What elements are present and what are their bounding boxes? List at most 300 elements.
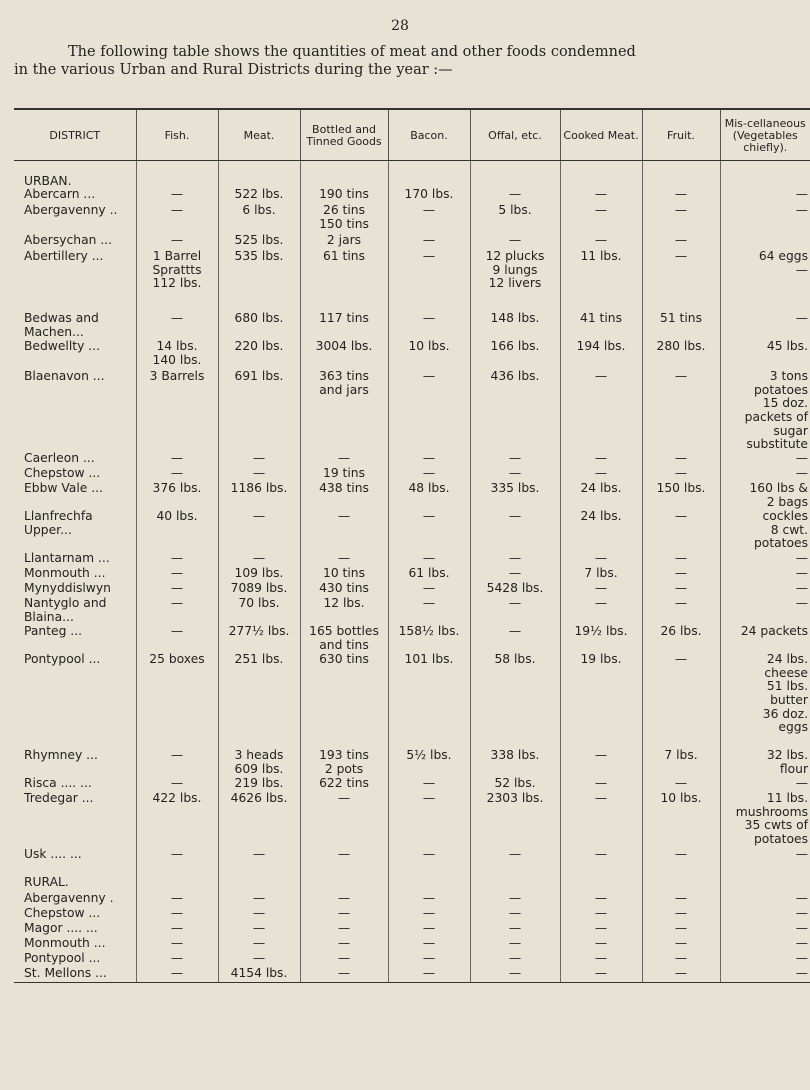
cell-offal: 58 lbs. — [470, 653, 560, 749]
cell-district: Abergavenny .. — [24, 203, 118, 218]
cell-offal: — — [470, 937, 560, 952]
cell-bottled-tinned: — — [300, 967, 388, 983]
cell-bottled-tinned: 10 tins — [300, 567, 388, 582]
cell-bottled-tinned: 117 tins — [300, 312, 388, 340]
table-row — [14, 848, 810, 876]
cell-bacon: — — [388, 250, 470, 312]
cell-cooked-meat: — — [560, 848, 642, 876]
cell-meat: 691 lbs. — [218, 370, 300, 452]
cell-district: Magor .... ... — [24, 921, 98, 936]
cell-cooked-meat: 11 lbs. — [560, 250, 642, 312]
cell-fruit: — — [642, 848, 720, 876]
cell-bottled-tinned: — — [300, 907, 388, 922]
cell-miscellaneous: — — [720, 452, 810, 467]
cell-cooked-meat: — — [560, 234, 642, 250]
cell-district: Mynyddislwyn — [24, 581, 111, 596]
cell-fish: — — [136, 907, 218, 922]
cell-fish: — — [136, 848, 218, 876]
cell-fish: — — [136, 188, 218, 204]
table-row — [14, 625, 810, 653]
cell-cooked-meat: — — [560, 777, 642, 792]
cell-fish: 40 lbs. — [136, 510, 218, 552]
cell-bacon: — — [388, 582, 470, 597]
cell-miscellaneous: 160 lbs & 2 bags — [720, 482, 810, 510]
cell-fish: — — [136, 567, 218, 582]
cell-bottled-tinned: — — [300, 792, 388, 848]
cell-fruit: — — [642, 567, 720, 582]
cell-district: Monmouth ... — [24, 936, 106, 951]
cell-fish: — — [136, 552, 218, 567]
cell-fruit: 280 lbs. — [642, 340, 720, 370]
cell-meat: 6 lbs. — [218, 204, 300, 234]
cell-fruit: — — [642, 510, 720, 552]
cell-offal: 166 lbs. — [470, 340, 560, 370]
table-row — [14, 552, 810, 567]
cell-cooked-meat: — — [560, 922, 642, 937]
cell-bottled-tinned: 190 tins — [300, 188, 388, 204]
cell-cooked-meat: — — [560, 749, 642, 777]
cell-fish: — — [136, 892, 218, 907]
cell-cooked-meat: — — [560, 597, 642, 625]
cell-offal: 335 lbs. — [470, 482, 560, 510]
cell-miscellaneous: — — [720, 597, 810, 625]
cell-fish: — — [136, 312, 218, 340]
cell-miscellaneous — [720, 876, 810, 892]
cell-fruit: — — [642, 937, 720, 952]
cell-miscellaneous: — — [720, 467, 810, 482]
cell-cooked-meat: — — [560, 907, 642, 922]
cell-meat: 70 lbs. — [218, 597, 300, 625]
cell-meat: — — [218, 552, 300, 567]
cell-miscellaneous: 24 lbs. cheese 51 lbs. butter 36 doz. eggs — [720, 653, 810, 749]
table-row — [14, 876, 810, 892]
cell-cooked-meat: 19 lbs. — [560, 653, 642, 749]
intro-line-2: in the various Urban and Rural Districts during the year :— — [14, 62, 453, 78]
cell-meat: 680 lbs. — [218, 312, 300, 340]
cell-district: RURAL. — [24, 875, 69, 890]
cell-district: Nantyglo and Blaina... — [24, 596, 107, 624]
cell-meat: — — [218, 467, 300, 482]
cell-district: Monmouth ... — [24, 566, 106, 581]
cell-bacon: 61 lbs. — [388, 567, 470, 582]
cell-cooked-meat: — — [560, 582, 642, 597]
cell-bacon: — — [388, 937, 470, 952]
table-row — [14, 467, 810, 482]
cell-fruit: — — [642, 907, 720, 922]
cell-miscellaneous: — — [720, 937, 810, 952]
cell-cooked-meat: 19½ lbs. — [560, 625, 642, 653]
header-miscellaneous: Mis-cellaneous (Vegetables chiefly). — [720, 109, 810, 161]
cell-meat — [218, 876, 300, 892]
cell-miscellaneous: — — [720, 848, 810, 876]
cell-bacon: — — [388, 552, 470, 567]
cell-miscellaneous: — — [720, 892, 810, 907]
cell-bacon: — — [388, 967, 470, 983]
table-row — [14, 597, 810, 625]
cell-fruit: — — [642, 188, 720, 204]
cell-meat: 525 lbs. — [218, 234, 300, 250]
cell-fruit: — — [642, 967, 720, 983]
table-row — [14, 234, 810, 250]
table-row — [14, 340, 810, 370]
intro-line-1: The following table shows the quantities of meat and other foods condemned — [68, 44, 636, 60]
cell-bottled-tinned: 630 tins — [300, 653, 388, 749]
table-row — [14, 312, 810, 340]
cell-district: Bedwas and Machen... — [24, 311, 99, 339]
cell-bacon: — — [388, 952, 470, 967]
header-fruit: Fruit. — [642, 109, 720, 161]
cell-bottled-tinned: 430 tins — [300, 582, 388, 597]
cell-district: Llanfrechfa Upper... — [24, 509, 93, 537]
cell-cooked-meat: — — [560, 452, 642, 467]
cell-meat: 535 lbs. — [218, 250, 300, 312]
cell-meat: — — [218, 922, 300, 937]
cell-district: Ebbw Vale ... — [24, 481, 103, 496]
cell-bacon: 5½ lbs. — [388, 749, 470, 777]
cell-miscellaneous — [720, 234, 810, 250]
cell-bottled-tinned: — — [300, 922, 388, 937]
cell-bacon: — — [388, 848, 470, 876]
cell-meat: — — [218, 452, 300, 467]
cell-meat: 277½ lbs. — [218, 625, 300, 653]
cell-fish: — — [136, 234, 218, 250]
cell-meat: 3 heads 609 lbs. — [218, 749, 300, 777]
cell-miscellaneous: — — [720, 967, 810, 983]
cell-offal: 436 lbs. — [470, 370, 560, 452]
cell-district: URBAN. — [24, 173, 72, 188]
cell-offal: — — [470, 188, 560, 204]
table-row — [14, 892, 810, 907]
cell-meat: 1186 lbs. — [218, 482, 300, 510]
cell-bacon: 101 lbs. — [388, 653, 470, 749]
cell-meat: 522 lbs. — [218, 188, 300, 204]
cell-fish: 376 lbs. — [136, 482, 218, 510]
cell-bottled-tinned: 2 jars — [300, 234, 388, 250]
cell-miscellaneous: — — [720, 777, 810, 792]
cell-meat — [218, 161, 300, 189]
cell-meat: — — [218, 510, 300, 552]
cell-fruit: — — [642, 892, 720, 907]
cell-fruit: — — [642, 597, 720, 625]
header-row — [14, 109, 810, 161]
cell-district: Caerleon ... — [24, 451, 95, 466]
cell-bottled-tinned: 3004 lbs. — [300, 340, 388, 370]
cell-bottled-tinned: 61 tins — [300, 250, 388, 312]
cell-fish: — — [136, 967, 218, 983]
cell-miscellaneous: — — [720, 952, 810, 967]
cell-offal: — — [470, 922, 560, 937]
cell-bottled-tinned — [300, 876, 388, 892]
intro-text — [14, 43, 788, 79]
cell-miscellaneous: 64 eggs — — [720, 250, 810, 312]
cell-meat: — — [218, 892, 300, 907]
cell-offal: — — [470, 952, 560, 967]
cell-district: Bedwellty ... — [24, 339, 100, 354]
cell-fruit: 51 tins — [642, 312, 720, 340]
cell-fish: — — [136, 922, 218, 937]
cell-bacon: — — [388, 597, 470, 625]
cell-bacon — [388, 161, 470, 189]
cell-miscellaneous: 32 lbs. flour — [720, 749, 810, 777]
cell-fruit: — — [642, 952, 720, 967]
cell-fish: — — [136, 452, 218, 467]
header-bacon: Bacon. — [388, 109, 470, 161]
table-row — [14, 161, 810, 189]
cell-meat: 4626 lbs. — [218, 792, 300, 848]
cell-fish: — — [136, 204, 218, 234]
cell-district: Rhymney ... — [24, 748, 98, 763]
cell-cooked-meat: — — [560, 952, 642, 967]
table-row — [14, 922, 810, 937]
cell-meat: — — [218, 952, 300, 967]
cell-offal: 52 lbs. — [470, 777, 560, 792]
cell-meat: — — [218, 848, 300, 876]
header-bottled-tinned: Bottled and Tinned Goods — [300, 109, 388, 161]
cell-meat: 4154 lbs. — [218, 967, 300, 983]
cell-cooked-meat: 7 lbs. — [560, 567, 642, 582]
cell-bottled-tinned: 193 tins 2 pots — [300, 749, 388, 777]
cell-bacon: — — [388, 907, 470, 922]
condemned-foods-table — [14, 108, 810, 983]
cell-fruit: — — [642, 452, 720, 467]
cell-bacon: — — [388, 312, 470, 340]
cell-meat: 219 lbs. — [218, 777, 300, 792]
cell-offal: — — [470, 552, 560, 567]
cell-miscellaneous: 45 lbs. — [720, 340, 810, 370]
table-row — [14, 653, 810, 749]
table-row — [14, 482, 810, 510]
cell-bottled-tinned: — — [300, 510, 388, 552]
cell-district: Blaenavon ... — [24, 369, 105, 384]
table-row — [14, 510, 810, 552]
cell-offal: — — [470, 967, 560, 983]
table-row — [14, 967, 810, 983]
cell-fruit: — — [642, 582, 720, 597]
cell-offal — [470, 876, 560, 892]
cell-cooked-meat: — — [560, 937, 642, 952]
cell-fruit: — — [642, 250, 720, 312]
cell-fish: — — [136, 582, 218, 597]
cell-fruit: — — [642, 922, 720, 937]
cell-fish: — — [136, 625, 218, 653]
cell-cooked-meat: — — [560, 204, 642, 234]
cell-fruit: — — [642, 204, 720, 234]
cell-bacon: 10 lbs. — [388, 340, 470, 370]
table-body — [14, 161, 810, 983]
cell-cooked-meat: — — [560, 967, 642, 983]
cell-bottled-tinned: — — [300, 937, 388, 952]
cell-miscellaneous: 11 lbs. mushrooms 35 cwts of potatoes — [720, 792, 810, 848]
header-district: DISTRICT — [14, 109, 136, 161]
cell-bacon: 158½ lbs. — [388, 625, 470, 653]
table-row — [14, 937, 810, 952]
cell-bottled-tinned: — — [300, 452, 388, 467]
cell-fruit: 10 lbs. — [642, 792, 720, 848]
cell-bottled-tinned: 26 tins 150 tins — [300, 204, 388, 234]
cell-cooked-meat: — — [560, 792, 642, 848]
table-row — [14, 792, 810, 848]
cell-meat: — — [218, 907, 300, 922]
cell-bacon: — — [388, 370, 470, 452]
cell-bottled-tinned: 363 tins and jars — [300, 370, 388, 452]
cell-district: Llantarnam ... — [24, 551, 110, 566]
cell-offal: — — [470, 597, 560, 625]
cell-bacon: — — [388, 792, 470, 848]
cell-district: Panteg ... — [24, 624, 83, 639]
cell-miscellaneous: — — [720, 567, 810, 582]
cell-fish: 14 lbs. 140 lbs. — [136, 340, 218, 370]
cell-bacon: — — [388, 234, 470, 250]
cell-miscellaneous: 24 packets — [720, 625, 810, 653]
cell-bacon: — — [388, 892, 470, 907]
cell-miscellaneous: 3 tons potatoes 15 doz. packets of sugar substitute — [720, 370, 810, 452]
cell-fish: 25 boxes — [136, 653, 218, 749]
cell-miscellaneous: — — [720, 204, 810, 234]
cell-cooked-meat — [560, 876, 642, 892]
cell-fruit: — — [642, 370, 720, 452]
cell-miscellaneous: — — [720, 907, 810, 922]
cell-offal: 148 lbs. — [470, 312, 560, 340]
cell-offal: 12 plucks 9 lungs 12 livers — [470, 250, 560, 312]
cell-bottled-tinned: 12 lbs. — [300, 597, 388, 625]
cell-cooked-meat: — — [560, 370, 642, 452]
cell-cooked-meat: — — [560, 467, 642, 482]
cell-bacon: — — [388, 510, 470, 552]
cell-fish: — — [136, 952, 218, 967]
cell-cooked-meat: 24 lbs. — [560, 510, 642, 552]
cell-cooked-meat: — — [560, 552, 642, 567]
cell-miscellaneous: — — [720, 188, 810, 204]
cell-fruit: — — [642, 234, 720, 250]
cell-district: Pontypool ... — [24, 652, 101, 667]
cell-meat: 251 lbs. — [218, 653, 300, 749]
cell-bacon: — — [388, 467, 470, 482]
header-offal: Offal, etc. — [470, 109, 560, 161]
cell-district: Chepstow ... — [24, 466, 101, 481]
cell-bottled-tinned: — — [300, 848, 388, 876]
cell-meat: 109 lbs. — [218, 567, 300, 582]
cell-district: Abergavenny . — [24, 891, 114, 906]
cell-bottled-tinned: — — [300, 952, 388, 967]
cell-offal: — — [470, 567, 560, 582]
cell-offal: 5428 lbs. — [470, 582, 560, 597]
cell-fish: — — [136, 467, 218, 482]
table-row — [14, 952, 810, 967]
cell-fish: 422 lbs. — [136, 792, 218, 848]
cell-district: Pontypool ... — [24, 951, 101, 966]
cell-miscellaneous: cockles 8 cwt. potatoes — [720, 510, 810, 552]
cell-bottled-tinned: — — [300, 892, 388, 907]
cell-fish — [136, 876, 218, 892]
cell-district: St. Mellons ... — [14, 967, 136, 983]
cell-bottled-tinned: 165 bottles and tins — [300, 625, 388, 653]
table-row — [14, 777, 810, 792]
cell-district: Tredegar ... — [24, 791, 94, 806]
header-meat: Meat. — [218, 109, 300, 161]
table-row — [14, 188, 810, 204]
cell-offal — [470, 161, 560, 189]
cell-district: Abersychan ... — [24, 233, 113, 248]
cell-miscellaneous: — — [720, 922, 810, 937]
cell-district: Abercarn ... — [24, 187, 96, 202]
cell-fish: 3 Barrels — [136, 370, 218, 452]
cell-miscellaneous: — — [720, 582, 810, 597]
cell-fruit: 7 lbs. — [642, 749, 720, 777]
cell-offal: — — [470, 892, 560, 907]
cell-cooked-meat: — — [560, 188, 642, 204]
cell-offal: — — [470, 510, 560, 552]
cell-offal: — — [470, 907, 560, 922]
cell-cooked-meat: 41 tins — [560, 312, 642, 340]
table-row — [14, 582, 810, 597]
table-row — [14, 250, 810, 312]
table-row — [14, 749, 810, 777]
cell-district: Chepstow ... — [24, 906, 101, 921]
cell-offal: — — [470, 234, 560, 250]
table-row — [14, 567, 810, 582]
cell-meat: — — [218, 937, 300, 952]
table-row — [14, 452, 810, 467]
cell-offal: 2303 lbs. — [470, 792, 560, 848]
table-row — [14, 204, 810, 234]
cell-fruit: — — [642, 777, 720, 792]
cell-bottled-tinned: 438 tins — [300, 482, 388, 510]
cell-fruit: — — [642, 552, 720, 567]
table-row — [14, 907, 810, 922]
cell-fruit: — — [642, 653, 720, 749]
cell-offal: — — [470, 848, 560, 876]
cell-bottled-tinned — [300, 161, 388, 189]
cell-offal: — — [470, 467, 560, 482]
cell-meat: 220 lbs. — [218, 340, 300, 370]
cell-fish: — — [136, 777, 218, 792]
cell-miscellaneous — [720, 161, 810, 189]
cell-bottled-tinned: — — [300, 552, 388, 567]
cell-bottled-tinned: 19 tins — [300, 467, 388, 482]
cell-bacon: — — [388, 777, 470, 792]
cell-fruit: 26 lbs. — [642, 625, 720, 653]
cell-bacon: 170 lbs. — [388, 188, 470, 204]
cell-miscellaneous: — — [720, 312, 810, 340]
cell-offal: — — [470, 625, 560, 653]
cell-district: Abertillery ... — [24, 249, 104, 264]
cell-fruit: 150 lbs. — [642, 482, 720, 510]
cell-bacon: — — [388, 204, 470, 234]
table-row — [14, 370, 810, 452]
cell-fish: — — [136, 937, 218, 952]
cell-bottled-tinned: 622 tins — [300, 777, 388, 792]
cell-fish: — — [136, 597, 218, 625]
page-number: 28 — [391, 18, 409, 34]
cell-offal: — — [470, 452, 560, 467]
cell-cooked-meat: 24 lbs. — [560, 482, 642, 510]
header-fish: Fish. — [136, 109, 218, 161]
cell-miscellaneous: — — [720, 552, 810, 567]
cell-fish: — — [136, 749, 218, 777]
header-cooked-meat: Cooked Meat. — [560, 109, 642, 161]
cell-cooked-meat: — — [560, 892, 642, 907]
cell-fish — [136, 161, 218, 189]
cell-fruit — [642, 161, 720, 189]
cell-bacon: 48 lbs. — [388, 482, 470, 510]
cell-fruit: — — [642, 467, 720, 482]
cell-district: Usk .... ... — [24, 847, 82, 862]
cell-bacon: — — [388, 922, 470, 937]
cell-bacon — [388, 876, 470, 892]
cell-meat: 7089 lbs. — [218, 582, 300, 597]
cell-cooked-meat: 194 lbs. — [560, 340, 642, 370]
cell-fish: 1 Barrel Sprattts 112 lbs. — [136, 250, 218, 312]
